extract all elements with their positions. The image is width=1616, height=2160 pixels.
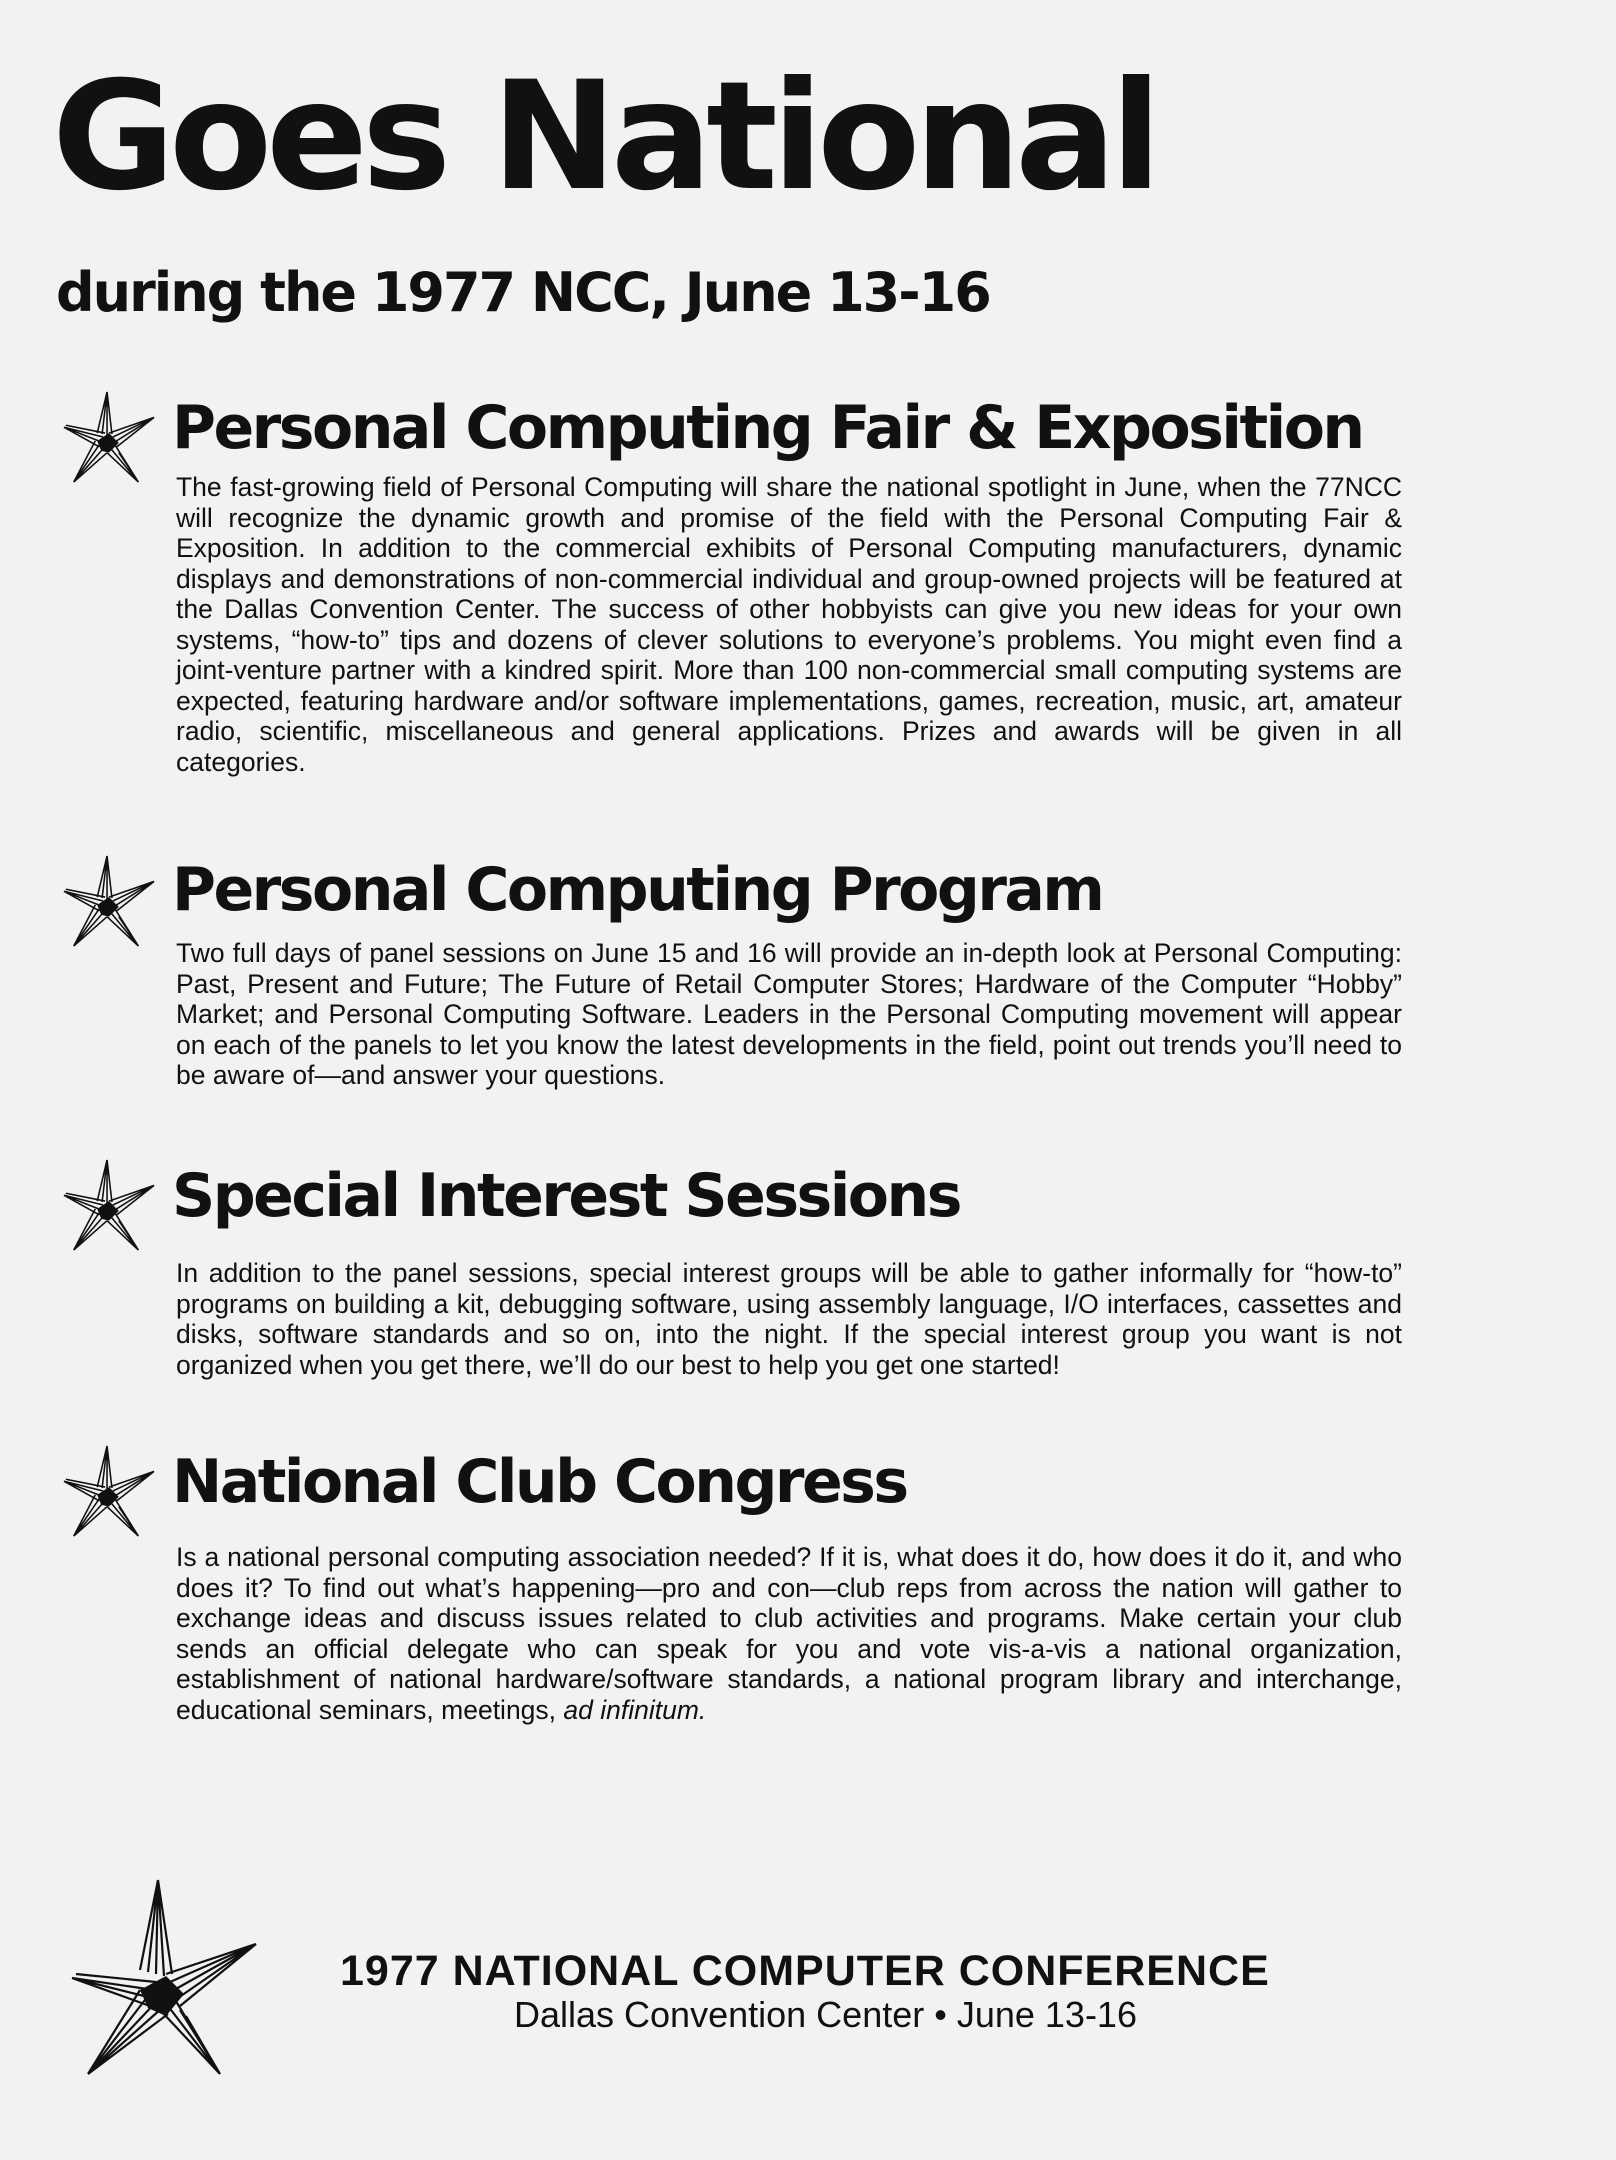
section-body-italic: ad infinitum. (563, 1694, 707, 1725)
footer-subtitle: Dallas Convention Center • June 13-16 (514, 1994, 1137, 2035)
section-heading: Personal Computing Program (172, 855, 1103, 925)
page-title: Goes National (52, 50, 1156, 224)
page-subtitle: during the 1977 NCC, June 13-16 (56, 261, 990, 324)
star-icon (60, 1156, 158, 1254)
section-body: The fast-growing field of Personal Computing will share the national spotlight in June, when the 77NCC will recognize the dynamic growth and promise of the field with the Personal Computing Fair & Exposition. In addition to the commercial exhibits of Personal Computing manufacturers, dynamic displays and demonstrations of non-commercial individual and group-owned projects will be featured at the Dallas Convention Center. The success of other hobbyists can give you new ideas for your own systems, “how-to” tips and dozens of clever solutions to everyone’s problems. You might even find a joint-venture partner with a kindred spirit. More than 100 non-commercial small computing systems are expected, featuring hardware and/or software implementations, games, recreation, music, art, amateur radio, scientific, miscellaneous and general applications. Prizes and awards will be given in all categories. (176, 472, 1402, 777)
star-icon (60, 852, 158, 950)
section-body: In addition to the panel sessions, special interest groups will be able to gather informally for “how-to” programs on building a kit, debugging software, using assembly language, I/O interfaces, cassettes and disks, software standards and so on, into the night. If the special interest group you want is not organized when you get there, we’ll do our best to help you get one started! (176, 1258, 1402, 1380)
section-body: Two full days of panel sessions on June 15 and 16 will provide an in-depth look at Personal Computing: Past, Present and Future; The Future of Retail Computer Stores; Hardware of the Computer “Hobby” Market; and Personal Computing Software. Leaders in the Personal Computing movement will appear on each of the panels to let you know the latest developments in the field, point out trends you’ll need to be aware of—and answer your questions. (176, 938, 1402, 1090)
star-icon (60, 388, 158, 486)
section-heading: Personal Computing Fair & Exposition (172, 393, 1363, 463)
section-heading: National Club Congress (172, 1447, 907, 1517)
footer-title: 1977 NATIONAL COMPUTER CONFERENCE (340, 1947, 1270, 1995)
section-body-text: Is a national personal computing association needed? If it is, what does it do, how does it do it, and who does it? To find out what’s happening—pro and con—club reps from across the nation will gather to exchange ideas and discuss issues related to club activities and programs. Make certain your club sends an official delegate who can speak for you and vote vis-a-vis a national organization, establishment of national hardware/software standards, a national program library and interchange, educational seminars, meetings, (176, 1542, 1402, 1725)
ncc-star-logo-icon (70, 1878, 260, 2078)
section-heading: Special Interest Sessions (172, 1161, 960, 1231)
section-body (176, 1542, 1402, 1725)
star-icon (60, 1442, 158, 1540)
